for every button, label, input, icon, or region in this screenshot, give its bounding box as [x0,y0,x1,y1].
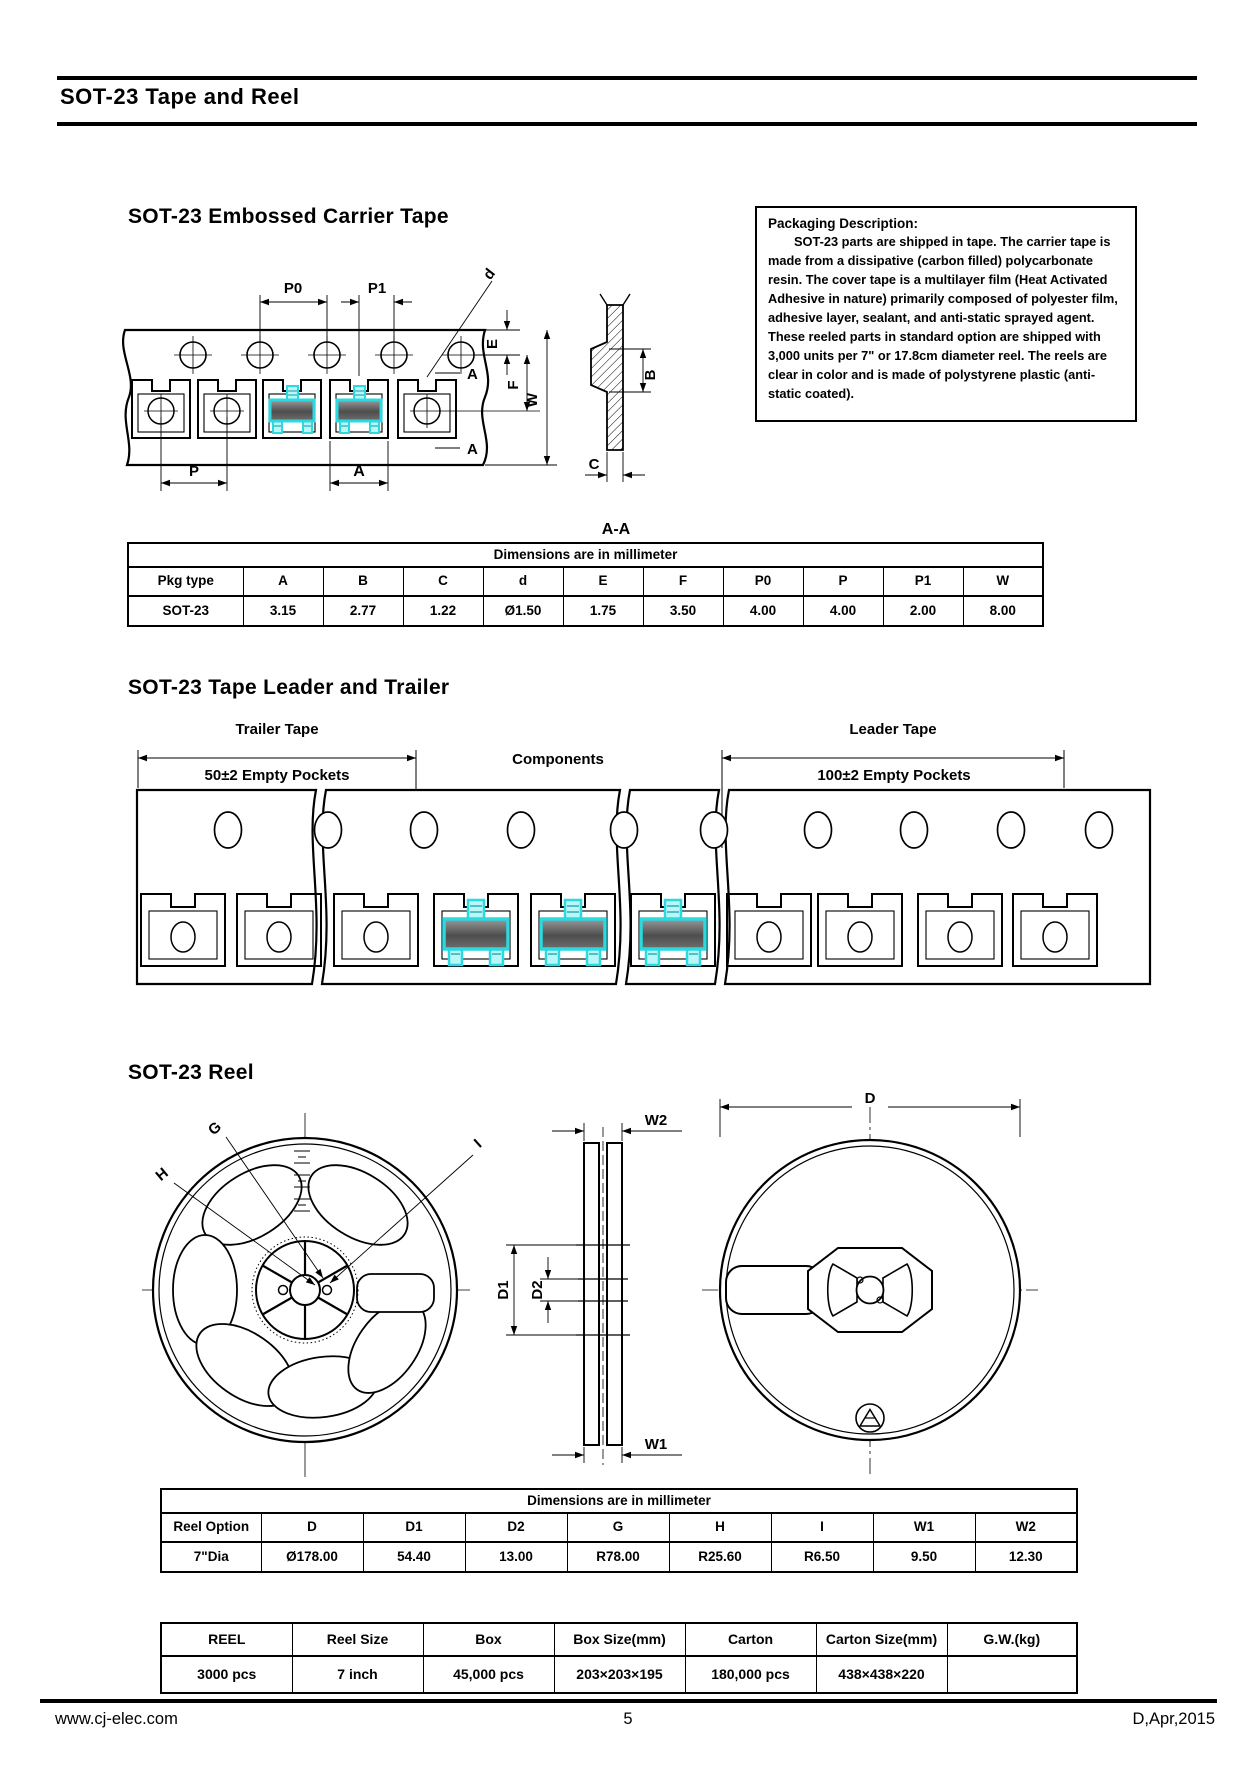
table-cell: Ø178.00 [261,1542,363,1572]
column-header: Carton [685,1623,816,1656]
table-cell: 8.00 [963,596,1043,626]
dim-label-w: W [524,392,541,408]
reel-dimensions-table [160,1488,1078,1573]
column-header: Box [423,1623,554,1656]
dim-label-d2: D2 [529,1280,546,1300]
column-header: Reel Size [292,1623,423,1656]
column-header: D [261,1513,363,1542]
dim-label-h: H [152,1164,172,1185]
table-cell: 3.15 [243,596,323,626]
footer-page-number: 5 [623,1710,633,1728]
column-header: I [771,1513,873,1542]
table-cell: 438×438×220 [816,1656,947,1693]
carrier-tape-heading: SOT-23 Embossed Carrier Tape [128,205,449,228]
section-label-aa: A-A [601,521,631,538]
column-header: A [243,567,323,596]
table-cell: 4.00 [723,596,803,626]
packaging-description-title: Packaging Description: [768,216,919,231]
dim-label-f: F [505,380,522,390]
table-cell: SOT-23 [128,596,243,626]
column-header: B [323,567,403,596]
column-header: d [483,567,563,596]
column-header: D2 [465,1513,567,1542]
table-cell [947,1656,1077,1693]
table-cell: 13.00 [465,1542,567,1572]
packaging-description-body: SOT-23 parts are shipped in tape. The carrier tape is made from a dissipative (carbon filled) polycarbonate resin. The cover tape is a multilayer film (Heat Activated Adhesive in nature) primarily composed of polyester film, adhesive layer, sealant, and anti-static sprayed agent. These reeled parts in standard option are shipped with 3,000 units per 7" or 17.8cm diameter reel. The reels are clear in color and is made of polystyrene plastic (anti-static coated). [768,234,1118,401]
section-view-a-a [585,294,659,538]
column-header: G.W.(kg) [947,1623,1077,1656]
dim-label-b: B [642,369,659,381]
dim-label-a-width: A [353,463,365,480]
section-label-a-bottom: A [467,441,478,458]
carrier-tape-diagram [95,245,670,539]
table-cell: 7 inch [292,1656,423,1693]
dim-label-c: C [588,456,600,473]
table-cell: Ø1.50 [483,596,563,626]
dim-label-w2: W2 [644,1112,668,1129]
column-header: P1 [883,567,963,596]
packaging-description-box [755,206,1137,422]
dim-label-w1: W1 [644,1436,668,1453]
column-header: Box Size(mm) [554,1623,685,1656]
dim-label-d: d [479,265,499,284]
dim-label-p: P [188,463,200,480]
page-title: SOT-23 Tape and Reel [60,84,300,109]
reel-back-view [702,1090,1038,1475]
dim-label-d: D [864,1090,876,1107]
table-cell: 180,000 pcs [685,1656,816,1693]
leader-trailer-diagram [115,716,1165,992]
column-header: P0 [723,567,803,596]
section-label-a-top: A [467,366,478,383]
header-rule-top [57,76,1197,80]
column-header: H [669,1513,771,1542]
table-cell: R6.50 [771,1542,873,1572]
column-header: F [643,567,723,596]
column-header: W [963,567,1043,596]
tape-segments [137,790,1150,984]
column-header: Pkg type [128,567,243,596]
column-header: P [803,567,883,596]
components-label: Components [512,751,604,768]
table-cell: 7"Dia [161,1542,261,1572]
reel-front-view [142,1113,485,1477]
column-header: G [567,1513,669,1542]
dim-label-i: I [470,1135,486,1152]
column-header: E [563,567,643,596]
table-cell: 1.22 [403,596,483,626]
recycle-mark [856,1404,884,1432]
column-header: Reel Option [161,1513,261,1542]
footer-website: www.cj-elec.com [55,1710,178,1728]
dim-label-g: G [204,1118,226,1139]
column-header: REEL [161,1623,292,1656]
table-caption: Dimensions are in millimeter [161,1489,1077,1513]
carrier-tape-body [123,330,488,465]
table-cell: R25.60 [669,1542,771,1572]
leader-trailer-heading: SOT-23 Tape Leader and Trailer [128,676,450,699]
trailer-tape-label: Trailer Tape [235,721,319,738]
table-cell: 45,000 pcs [423,1656,554,1693]
table-cell: 54.40 [363,1542,465,1572]
column-header: W1 [873,1513,975,1542]
table-cell: 9.50 [873,1542,975,1572]
dim-label-d1: D1 [495,1280,512,1300]
table-cell: 2.00 [883,596,963,626]
table-cell: 4.00 [803,596,883,626]
dim-label-p1: P1 [367,280,387,297]
packing-table [160,1622,1078,1694]
reel-side-view [495,1112,682,1465]
table-cell: 3.50 [643,596,723,626]
header-rule-bottom [57,122,1197,126]
carrier-dimensions-table [127,542,1044,627]
table-cell: 3000 pcs [161,1656,292,1693]
tape-slot [357,1274,434,1312]
column-header: Carton Size(mm) [816,1623,947,1656]
dim-label-p0: P0 [283,280,303,297]
table-cell: 203×203×195 [554,1656,685,1693]
table-caption: Dimensions are in millimeter [128,543,1043,567]
footer-date: D,Apr,2015 [1132,1710,1215,1728]
leader-pockets-label: 100±2 Empty Pockets [817,767,971,784]
table-cell: R78.00 [567,1542,669,1572]
column-header: W2 [975,1513,1077,1542]
reel-diagram [90,1085,1170,1485]
leader-tape-label: Leader Tape [849,721,937,738]
table-cell: 2.77 [323,596,403,626]
reel-heading: SOT-23 Reel [128,1061,254,1084]
trailer-pockets-label: 50±2 Empty Pockets [204,767,350,784]
table-cell: 1.75 [563,596,643,626]
table-cell: 12.30 [975,1542,1077,1572]
column-header: C [403,567,483,596]
footer-rule [40,1699,1217,1703]
dim-label-e: E [484,338,501,350]
column-header: D1 [363,1513,465,1542]
